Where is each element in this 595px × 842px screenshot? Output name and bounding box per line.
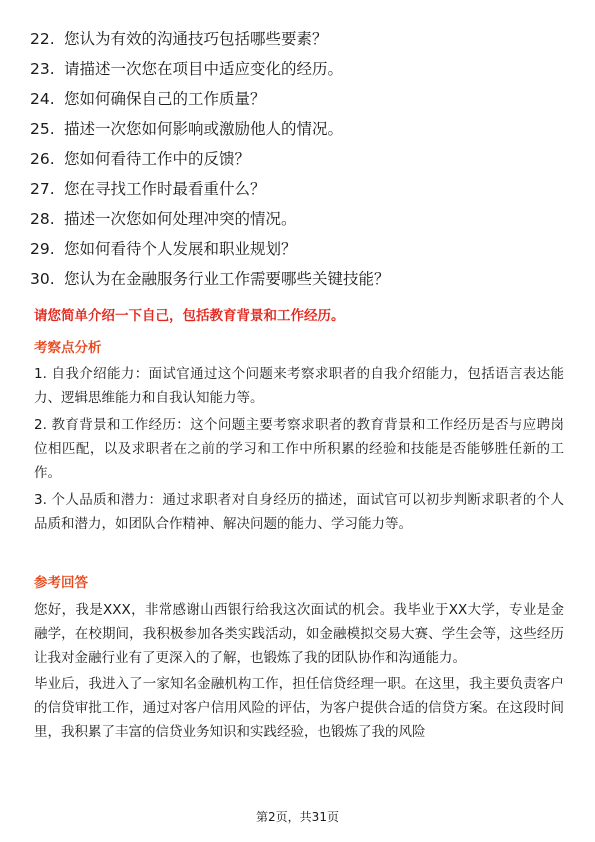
analysis-point: 3. 个人品质和潜力：通过求职者对自身经历的描述，面试官可以初步判断求职者的个人品质和潜力，如团队合作精神、解决问题的能力、学习能力等。 [34,492,564,532]
question-number: 30. [30,270,55,288]
answer-paragraph: 您好，我是XXX，非常感谢山西银行给我这次面试的机会。我毕业于XX大学，专业是金融学，在校期间，我积极参加各类实践活动，如金融模拟交易大赛、学生会等，这些经历让我对金融行业有了更深入的了解，也锻炼了我的团队协作和沟通能力。 [34,602,564,666]
question-item [30,204,570,234]
question-title: 请您简单介绍一下自己，包括教育背景和工作经历。 [34,308,345,324]
question-item [30,144,570,174]
question-number: 25. [30,120,55,138]
question-item [30,234,570,264]
question-number: 29. [30,240,55,258]
question-item [30,114,570,144]
page-footer: 第2页，共31页 [256,810,339,824]
analysis-point: 2. 教育背景和工作经历：这个问题主要考察求职者的教育背景和工作经历是否与应聘岗位相匹配，以及求职者在之前的学习和工作中所积累的经验和技能是否能够胜任新的工作。 [34,417,564,481]
question-number: 23. [30,60,55,78]
question-number: 24. [30,90,55,108]
question-item [30,54,570,84]
question-text: 您如何看待个人发展和职业规划？ [64,240,297,258]
question-text: 您认为有效的沟通技巧包括哪些要素？ [64,30,328,48]
analysis-heading: 考察点分析 [34,340,102,356]
question-text: 请描述一次您在项目中适应变化的经历。 [64,60,344,78]
question-text: 描述一次您如何影响或激励他人的情况。 [64,120,344,138]
question-number: 22. [30,30,55,48]
question-text: 您如何看待工作中的反馈？ [64,150,251,168]
question-text: 您如何确保自己的工作质量？ [64,90,266,108]
question-text: 描述一次您如何处理冲突的情况。 [64,210,297,228]
question-number: 28. [30,210,55,228]
question-text: 您在寻找工作时最看重什么？ [64,180,266,198]
question-item [30,24,570,54]
question-item [30,174,570,204]
question-number: 27. [30,180,55,198]
answer-paragraph: 毕业后，我进入了一家知名金融机构工作，担任信贷经理一职。在这里，我主要负责客户的信贷审批工作，通过对客户信用风险的评估，为客户提供合适的信贷方案。在这段时间里，我积累了丰富的信贷业务知识和实践经验，也锻炼了我的风险 [34,676,564,740]
answer-heading: 参考回答 [34,575,88,591]
question-number: 26. [30,150,55,168]
question-text: 您认为在金融服务行业工作需要哪些关键技能？ [64,270,390,288]
analysis-point: 1. 自我介绍能力：面试官通过这个问题来考察求职者的自我介绍能力，包括语言表达能力、逻辑思维能力和自我认知能力等。 [34,366,564,406]
question-item [30,264,570,294]
question-item [30,84,570,114]
answer-section [34,598,564,746]
analysis-section [34,362,564,539]
question-list [30,24,570,294]
